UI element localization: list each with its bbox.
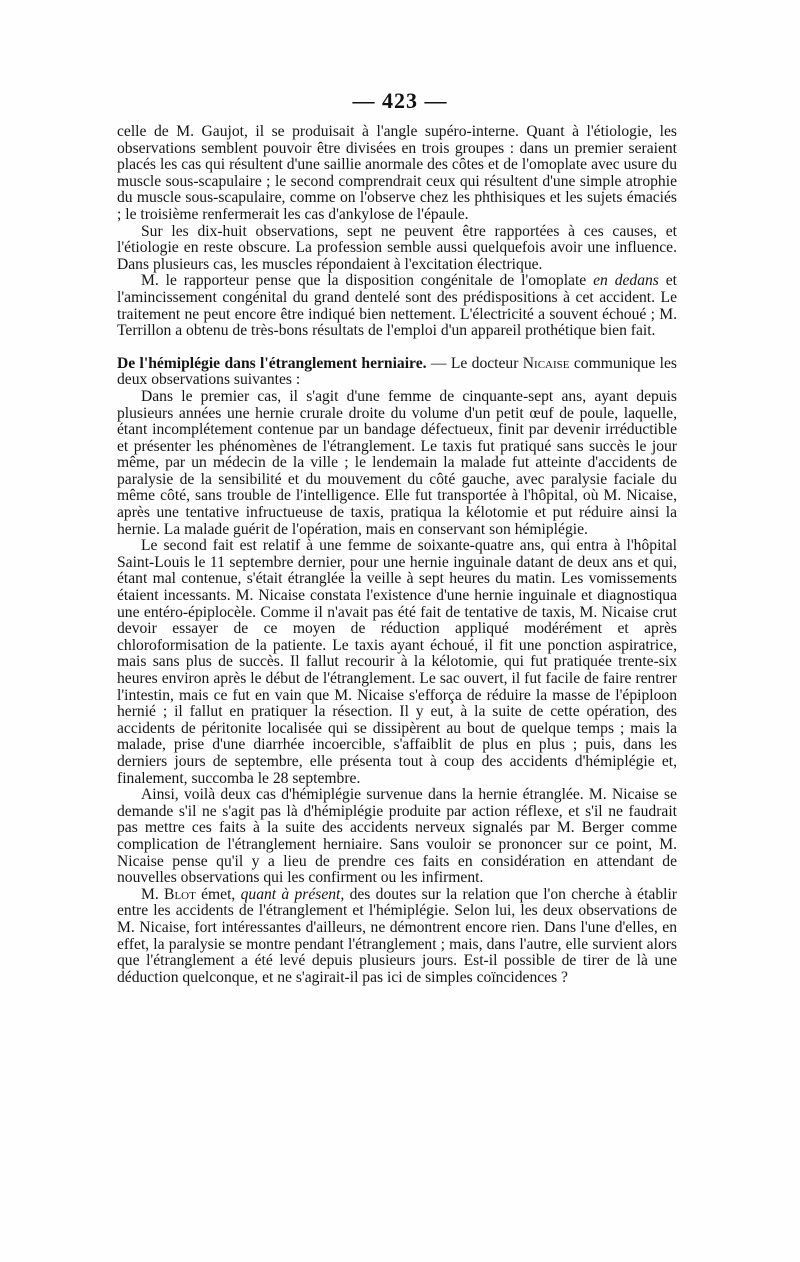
rapporteur-text-start: M. le rapporteur pense que la disposition congénitale de l'omoplate [141,272,594,290]
paragraph-first-case: Dans le premier cas, il s'agit d'une femme de cinquante-sept ans, ayant depuis plusieurs années une hernie crurale droite du volume d'un petit œuf de poule, laquelle, étant incomplétement contenue par un bandage défectueux, finit par devenir irréductible et présenter les phénomènes de l'étranglement. Le taxis fut pratiqué sans succès le jour même, par un médecin de la ville ; le lendemain la malade fut atteinte d'accidents de paralysie de la sensibilité et du mouvement du côté gauche, avec paralysie faciale du même côté, sans trouble de l'intelligence. Elle fut transportée à l'hôpital, où M. Nicaise, après une tentative infructueuse de taxis, pratiqua la kélotomie et put réduire ainsi la hernie. La malade guérit de l'opération, mais en conservant son hémiplégie. [117,387,677,538]
page-number: — 423 — [352,88,448,113]
blot-rest: des doutes sur la relation que l'on cherche à établir entre les accidents de l'étranglement et l'hémiplégie. Selon lui, les deux observations de M. Nicaise, fort intéressantes d'ailleurs, ne démontrent encore rien. Dans l'une d'elles, en effet, la paralysie se montre pendant l'étranglement ; mais, dans l'autre, elle survient alors que l'étranglement a été levé depuis plusieurs jours. Est-il possible de tirer de là une déduction quelconque, et ne s'agirait-il pas ici de simples coïncidences ? [117,885,677,986]
blot-prefix: M. [141,885,165,903]
rapporteur-text-end: et l'amincissement congénital du grand dentelé sont des prédispositions à cet accident. Le traitement ne peut encore être indiqué bien nettement. L'électricité a souvent échoué ; M. Terrillon a obtenu de très-bons résultats de l'emploi d'un appareil prothétique bien fait. [117,272,677,340]
paragraph-etiology: celle de M. Gaujot, il se produisait à l'angle supéro-interne. Quant à l'étiologie, les observations semblent pouvoir être divisées en trois groupes : dans un premier seraient placés les cas qui résultent d'une saillie anormale des côtes et de l'omoplate avec usure du muscle sous-scapulaire ; le second comprendrait ceux qui résultent d'une simple atrophie du muscle sous-scapulaire, comme on l'observe chez les phthisiques et les sujets émaciés ; le troisième renfermerait les cas d'ankylose de l'épaule. [117,123,677,223]
section-intro [117,356,677,389]
blot-italic: quant à présent, [240,885,345,903]
section-spacer [117,340,677,356]
paragraph-second-case: Le second fait est relatif à une femme de soixante-quatre ans, qui entra à l'hôpital Saint-Louis le 11 septembre dernier, pour une hernie inguinale datant de deux ans et qui, étant mal contenue, s'était étranglée la veille à sept heures du matin. Les vomissements étaient incessants. M. Nicaise constata l'existence d'une hernie inguinale et diagnostiqua une entéro-épiplocèle. Comme il n'avait pas été fait de tentative de taxis, M. Nicaise crut devoir essayer de ce moyen de réduction appliqué modérément et après chloroformisation de la patiente. Le taxis ayant échoué, il fit une ponction aspiratrice, mais sans plus de succès. Il fallut recourir à la kélotomie, qui fut pratiquée trente-six heures environ après le début de l'étranglement. Le sac ouvert, il fut facile de faire rentrer l'intestin, mais ce fut en vain que M. Nicaise s'efforça de réduire la masse de l'épiploon hernié ; il fallut en pratiquer la résection. Il y eut, à la suite de cette opération, des accidents de péritonite localisée qui se dissipèrent au bout de quelque temps ; mais la malade, prise d'une diarrhée incoercible, s'affaiblit de plus en plus ; puis, dans les derniers jours de septembre, elle présenta tout à coup des accidents d'hémiplégie et, finalement, succomba le 28 septembre. [117,537,677,787]
author-name: Nicaise [522,354,570,372]
section-intro-rest: communique les deux observations suivantes : [117,354,677,389]
rapporteur-italic: en dedans [593,272,659,290]
section-heading: De l'hémiplégie dans l'étranglement herniaire. [117,354,427,372]
paragraph-blot [117,887,677,987]
paragraph-rapporteur [117,273,677,339]
blot-name: Blot [164,885,196,903]
section-intro-dash: — Le docteur [426,354,523,372]
paragraph-conclusion: Ainsi, voilà deux cas d'hémiplégie survenue dans la hernie étranglée. M. Nicaise se demande s'il ne s'agit pas là d'hémiplégie produite par action réflexe, et s'il ne faudrait pas mettre ces faits à la suite des accidents nerveux signalés par M. Berger comme complication de l'étranglement herniaire. Sans vouloir se prononcer sur ce point, M. Nicaise pense qu'il y a lieu de prendre ces faits en considération en attendant de nouvelles observations qui les confirment ou les infirment. [117,786,677,887]
blot-mid: émet, [195,885,241,903]
body-text [117,124,677,986]
paragraph-observations: Sur les dix-huit observations, sept ne peuvent être rapportées à ces causes, et l'étiologie en reste obscure. La profession semble aussi quelquefois avoir une influence. Dans plusieurs cas, les muscles répondaient à l'excitation électrique. [117,222,677,273]
